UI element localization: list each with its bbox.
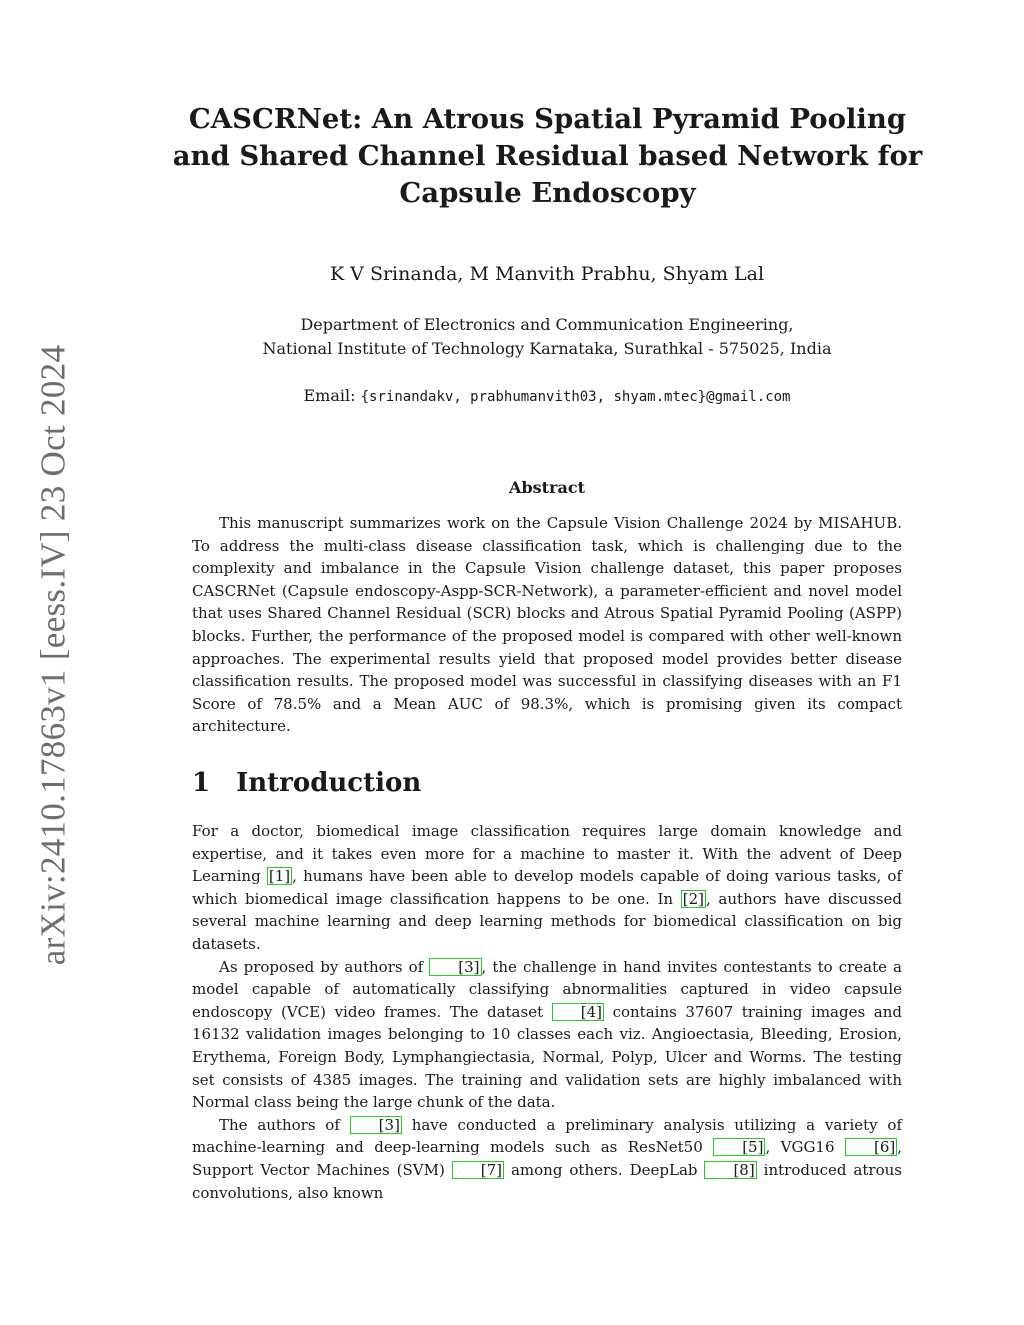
abstract-heading: Abstract bbox=[509, 478, 585, 497]
intro-paragraph-2 bbox=[192, 956, 902, 1114]
paragraph-text: , authors have discussed several machine learning and deep learning methods for biomedical classification on big datasets. bbox=[192, 889, 902, 953]
section-title: Introduction bbox=[236, 768, 422, 798]
arxiv-identifier-text: arXiv:2410.17863v1 [eess.IV] 23 Oct 2024 bbox=[33, 344, 73, 966]
email-addresses: {srinandakv, prabhumanvith03, shyam.mtec}@gmail.com bbox=[360, 389, 791, 405]
email-line bbox=[192, 384, 902, 409]
paper-title: CASCRNet: An Atrous Spatial Pyramid Pooling and Shared Channel Residual based Network for Capsule Endoscopy bbox=[172, 103, 923, 209]
citation-link[interactable]: [1] bbox=[268, 867, 291, 886]
paragraph-text: introduced atrous convolutions, also known bbox=[192, 1160, 902, 1202]
citation-link[interactable]: [4] bbox=[552, 1003, 604, 1021]
citation-link[interactable]: [2] bbox=[682, 889, 704, 908]
citation-link[interactable]: [3] bbox=[350, 1116, 402, 1134]
affiliation-institute: National Institute of Technology Karnataka, Surathkal - 575025, India bbox=[262, 339, 832, 358]
intro-paragraph-1 bbox=[192, 820, 902, 956]
section-heading bbox=[192, 768, 421, 798]
arxiv-identifier bbox=[27, 344, 79, 966]
citation-link[interactable]: [5] bbox=[713, 1138, 765, 1156]
citation-link[interactable]: [7] bbox=[452, 1161, 504, 1179]
paragraph-text: , Support Vector Machines (SVM) bbox=[192, 1138, 902, 1179]
paragraph-text: contains 37607 training images and 16132 validation images belonging to 10 classes each viz. Angioectasia, Bleeding, Erosion, Erythema, Foreign Body, Lymphangiectasia, Normal, Polyp, Ulcer and Worms. The testing set consists of 4385 images. The training and validation sets are highly imbalanced with Normal class being the large chunk of the data. bbox=[192, 1002, 902, 1112]
paragraph-text: The authors of bbox=[219, 1115, 350, 1134]
section-number: 1 bbox=[192, 768, 211, 798]
affiliation bbox=[192, 313, 902, 361]
paragraph-text: among others. DeepLab bbox=[504, 1160, 705, 1179]
email-label: Email: bbox=[303, 386, 356, 405]
paragraph-text: have conducted a preliminary analysis utilizing a variety of machine-learning and deep-learning models such as ResNet50 bbox=[192, 1115, 902, 1157]
citation-link[interactable]: [3] bbox=[429, 958, 481, 976]
abstract-body: This manuscript summarizes work on the Capsule Vision Challenge 2024 by MISAHUB. To address the multi-class disease classification task, which is challenging due to the complexity and imbalance in the Capsule Vision challenge dataset, this paper proposes CASCRNet (Capsule endoscopy-Aspp-SCR-Network), a parameter-efficient and novel model that uses Shared Channel Residual (SCR) blocks and Atrous Spatial Pyramid Pooling (ASPP) blocks. Further, the performance of the proposed model is compared with other well-known approaches. The experimental results yield that proposed model provides better disease classification results. The proposed model was successful in classifying diseases with an F1 Score of 78.5% and a Mean AUC of 98.3%, which is promising given its compact architecture. bbox=[192, 514, 902, 736]
paragraph-text: , humans have been able to develop models capable of doing various tasks, of which biomedical image classification happens to be one. In bbox=[192, 867, 902, 908]
paragraph-text: , the challenge in hand invites contestants to create a model capable of automatically classifying abnormalities captured in video capsule endoscopy (VCE) video frames. The dataset bbox=[192, 957, 902, 1021]
intro-paragraph-3 bbox=[192, 1114, 902, 1204]
author-list: K V Srinanda, M Manvith Prabhu, Shyam Lal bbox=[329, 263, 765, 285]
citation-link[interactable]: [6] bbox=[845, 1138, 897, 1156]
paragraph-text: For a doctor, biomedical image classification requires large domain knowledge and expertise, and it takes even more for a machine to master it. With the advent of Deep Learning bbox=[192, 822, 902, 886]
citation-link[interactable]: [8] bbox=[704, 1161, 756, 1179]
paragraph-text: , VGG16 bbox=[765, 1138, 845, 1157]
affiliation-department: Department of Electronics and Communication Engineering, bbox=[300, 315, 794, 334]
introduction-body bbox=[192, 820, 902, 1204]
paragraph-text: As proposed by authors of bbox=[219, 957, 430, 976]
